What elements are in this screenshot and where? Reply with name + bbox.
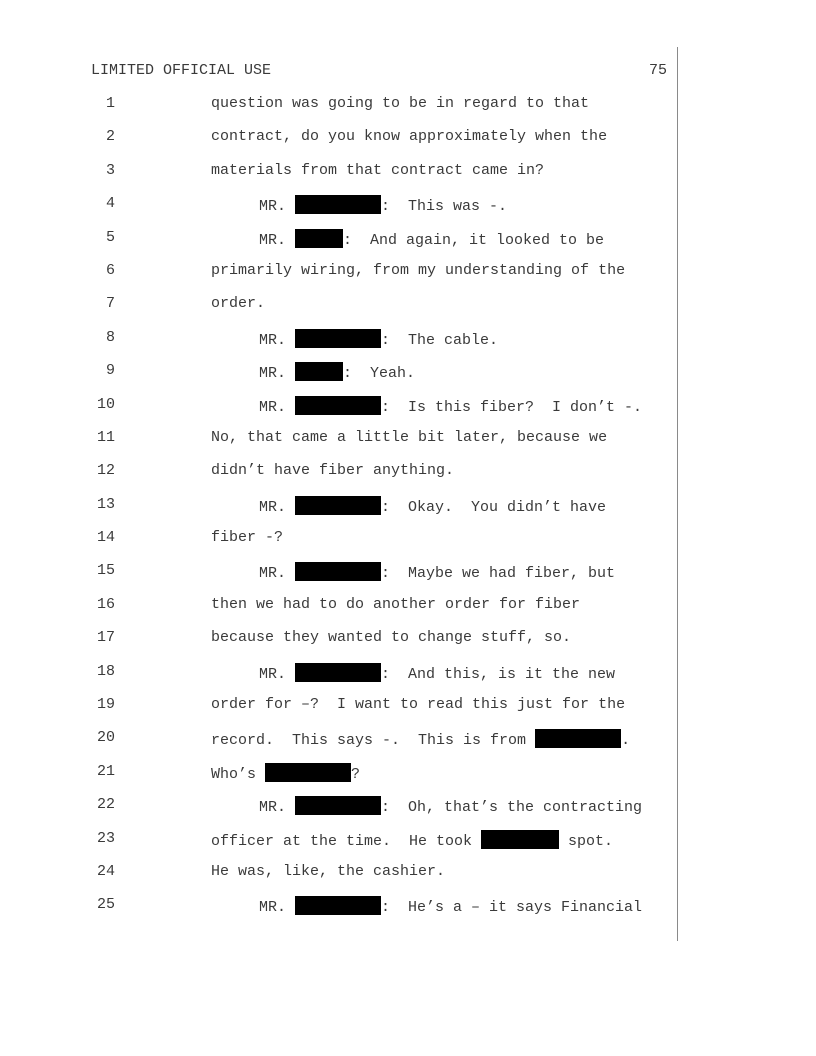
- redaction-block: [295, 329, 381, 348]
- line-text: [259, 562, 615, 582]
- line-segment: materials from that contract came in?: [211, 161, 545, 179]
- transcript-line: [0, 95, 816, 128]
- line-segment: : He’s a – it says Financial: [381, 899, 643, 917]
- transcript-line: [0, 830, 816, 863]
- transcript-line: [0, 629, 816, 662]
- transcript-line: [0, 128, 816, 161]
- line-number: 7: [105, 295, 115, 313]
- line-number: 3: [105, 161, 115, 179]
- line-text: [211, 128, 607, 145]
- line-segment: No, that came a little bit later, because we: [211, 428, 608, 446]
- line-text: [211, 95, 589, 112]
- line-segment: record. This says -. This is from: [211, 732, 536, 750]
- line-segment: Who’s: [211, 765, 266, 783]
- line-segment: didn’t have fiber anything.: [211, 462, 455, 480]
- redaction-block: [295, 396, 381, 415]
- line-number: 13: [96, 495, 115, 513]
- line-segment: : Okay. You didn’t have: [381, 498, 607, 516]
- line-segment: because they wanted to change stuff, so.: [211, 629, 572, 647]
- line-number: 14: [96, 529, 115, 547]
- line-segment: MR.: [259, 665, 296, 683]
- line-number: 2: [105, 128, 115, 146]
- line-segment: MR.: [259, 799, 296, 817]
- line-text: [259, 796, 642, 816]
- transcript-line: [0, 562, 816, 595]
- redaction-block: [265, 763, 351, 782]
- line-segment: : Maybe we had fiber, but: [381, 565, 616, 583]
- line-segment: fiber -?: [211, 529, 284, 547]
- line-segment: : Oh, that’s the contracting: [381, 799, 643, 817]
- line-text: [211, 262, 625, 279]
- line-text: [211, 529, 283, 546]
- line-number: 15: [96, 562, 115, 580]
- line-number: 20: [96, 729, 115, 747]
- line-text: [211, 763, 360, 783]
- transcript-line: [0, 496, 816, 529]
- classification-header: LIMITED OFFICIAL USE: [91, 62, 272, 79]
- line-segment: then we had to do another order for fiber: [211, 595, 581, 613]
- line-segment: MR.: [259, 198, 296, 216]
- line-number: 1: [105, 95, 115, 112]
- line-number: 16: [96, 595, 115, 613]
- line-segment: contract, do you know approximately when the: [211, 128, 608, 146]
- line-segment: : And again, it looked to be: [343, 231, 605, 249]
- line-number: 19: [96, 696, 115, 714]
- line-number: 25: [96, 896, 115, 914]
- line-text: [259, 229, 604, 249]
- line-text: [211, 830, 613, 850]
- transcript-line: [0, 896, 816, 929]
- line-segment: MR.: [259, 398, 296, 416]
- line-segment: .: [621, 732, 631, 750]
- line-number: 12: [96, 462, 115, 480]
- transcript-line: [0, 462, 816, 495]
- transcript-line: [0, 162, 816, 195]
- line-number: 11: [96, 428, 115, 446]
- line-text: [211, 295, 265, 312]
- line-text: [211, 696, 625, 713]
- transcript-line: [0, 362, 816, 395]
- line-number: 18: [96, 662, 115, 680]
- redaction-block: [295, 496, 381, 515]
- transcript-line: [0, 663, 816, 696]
- line-segment: : This was -.: [381, 198, 508, 216]
- line-text: [259, 362, 415, 382]
- line-text: [211, 462, 454, 479]
- transcript-line: [0, 596, 816, 629]
- redaction-block: [295, 796, 381, 815]
- line-number: 10: [96, 395, 115, 413]
- line-text: [211, 629, 571, 646]
- line-text: [259, 496, 606, 516]
- line-text: [211, 429, 607, 446]
- line-text: [259, 195, 507, 215]
- transcript-line: [0, 696, 816, 729]
- line-segment: MR.: [259, 365, 296, 383]
- redaction-block: [295, 229, 343, 248]
- line-text: [211, 596, 580, 613]
- transcript-line: [0, 396, 816, 429]
- transcript-line: [0, 229, 816, 262]
- line-number: 22: [96, 796, 115, 814]
- redaction-block: [481, 830, 559, 849]
- redaction-block: [295, 896, 381, 915]
- line-number: 24: [96, 862, 115, 880]
- line-segment: primarily wiring, from my understanding of the: [211, 261, 626, 279]
- line-segment: ?: [351, 765, 361, 783]
- line-segment: : Is this fiber? I don’t -.: [381, 398, 643, 416]
- transcript-line: [0, 729, 816, 762]
- line-text: [259, 329, 498, 349]
- line-number: 23: [96, 829, 115, 847]
- line-number: 17: [96, 629, 115, 647]
- line-number: 4: [105, 195, 115, 213]
- line-number: 21: [96, 762, 115, 780]
- page-number: 75: [648, 62, 667, 79]
- transcript-line: [0, 529, 816, 562]
- line-segment: order for –? I want to read this just for the: [211, 696, 626, 714]
- transcript-line: [0, 329, 816, 362]
- line-segment: order.: [211, 295, 266, 313]
- line-text: [259, 396, 642, 416]
- line-segment: MR.: [259, 331, 296, 349]
- transcript-line: [0, 195, 816, 228]
- line-segment: MR.: [259, 231, 296, 249]
- line-segment: He was, like, the cashier.: [211, 862, 446, 880]
- line-segment: : Yeah.: [343, 365, 416, 383]
- line-segment: question was going to be in regard to that: [211, 95, 590, 112]
- line-text: [211, 729, 630, 749]
- transcript-line: [0, 262, 816, 295]
- redaction-block: [295, 562, 381, 581]
- line-text: [259, 896, 642, 916]
- transcript-line: [0, 429, 816, 462]
- line-text: [211, 863, 445, 880]
- transcript-lines: [0, 95, 816, 930]
- redaction-block: [535, 729, 621, 748]
- line-segment: MR.: [259, 498, 296, 516]
- line-segment: MR.: [259, 899, 296, 917]
- transcript-line: [0, 796, 816, 829]
- line-number: 5: [105, 228, 115, 246]
- line-text: [259, 663, 615, 683]
- transcript-line: [0, 295, 816, 328]
- line-segment: officer at the time. He took: [211, 832, 482, 850]
- redaction-block: [295, 362, 343, 381]
- redaction-block: [295, 195, 381, 214]
- line-text: [211, 162, 544, 179]
- line-segment: : And this, is it the new: [381, 665, 616, 683]
- transcript-line: [0, 763, 816, 796]
- line-number: 8: [105, 328, 115, 346]
- line-segment: spot.: [559, 832, 614, 850]
- line-segment: MR.: [259, 565, 296, 583]
- line-number: 9: [105, 362, 115, 380]
- line-segment: : The cable.: [381, 331, 499, 349]
- line-number: 6: [105, 261, 115, 279]
- redaction-block: [295, 663, 381, 682]
- transcript-line: [0, 863, 816, 896]
